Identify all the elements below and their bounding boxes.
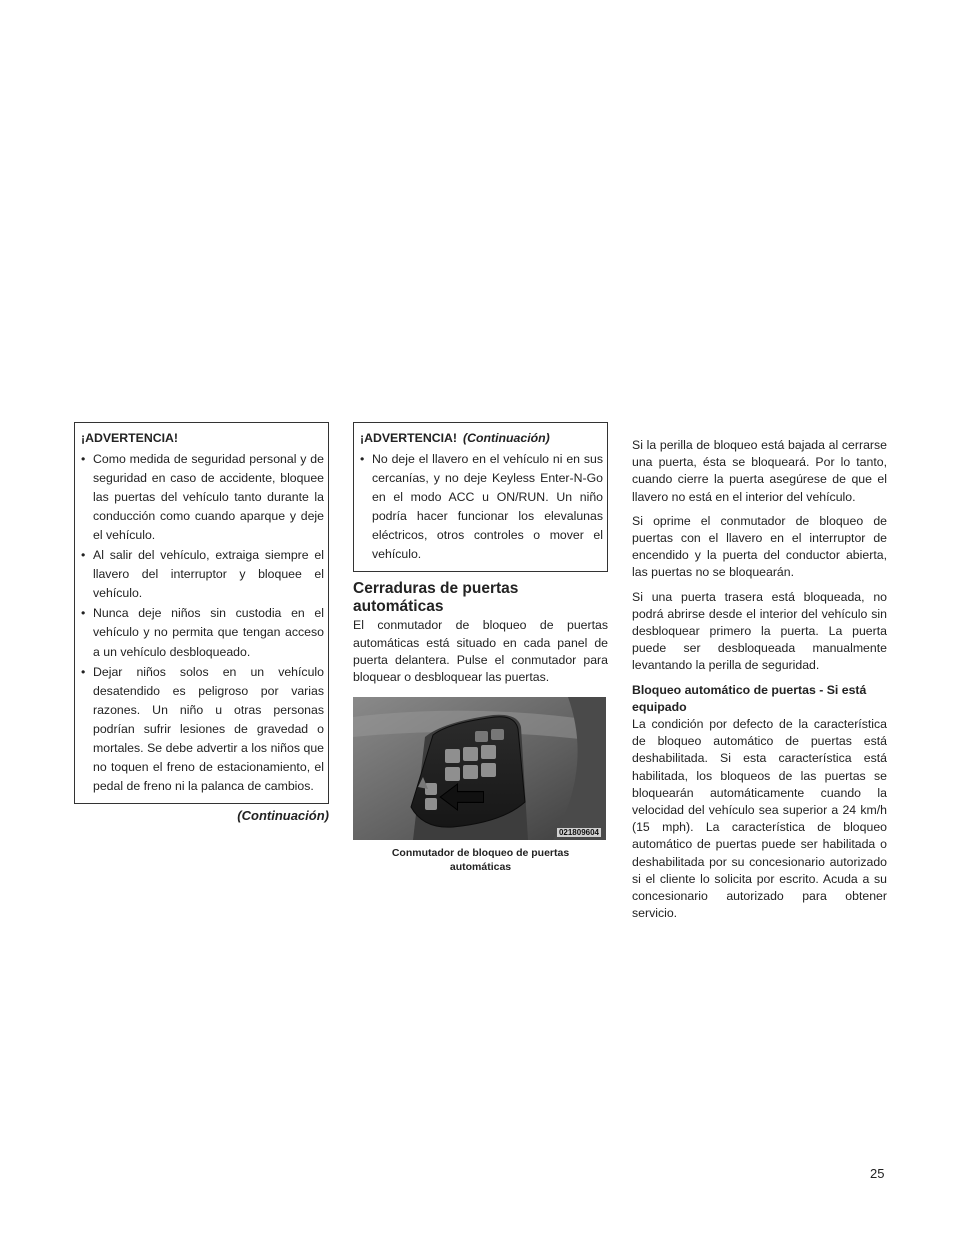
warning-continuation-label: (Continuación)	[463, 431, 550, 445]
warning-box	[74, 422, 329, 804]
warning-list	[81, 450, 324, 796]
section-heading: Cerraduras de puertas automáticas	[353, 580, 519, 616]
door-lock-switch-photo	[353, 697, 606, 840]
figure-caption: Conmutador de bloqueo de puertas automáticas	[391, 847, 570, 873]
column-right	[632, 437, 887, 929]
figure-code: 021809604	[558, 828, 599, 838]
paragraph: Si una puerta trasera está bloqueada, no podrá abrirse desde el interior del vehículo sin desbloquear primero la puerta. La puerta puede ser desbloqueada manualmente levantando la perilla de seguridad.	[632, 589, 887, 673]
warning-box-continued	[353, 422, 608, 572]
section-intro: El conmutador de bloqueo de puertas automáticas está situado en cada panel de puerta delantera. Pulse el conmutador para bloquear o desbloquear las puertas.	[353, 618, 608, 684]
column-middle	[353, 422, 608, 874]
warning-item: • Nunca deje niños sin custodia en el vehículo y no permita que tengan acceso a un vehículo desbloqueado.	[81, 604, 324, 661]
door-panel-illustration	[353, 697, 606, 840]
page-number: 25	[870, 1166, 885, 1181]
warning-list	[360, 450, 603, 564]
continued-label: (Continuación)	[237, 807, 329, 823]
paragraph: Si oprime el conmutador de bloqueo de puertas con el llavero en el interruptor de encendido y la puerta del conductor abierta, las puertas no se bloquearán.	[632, 513, 887, 580]
warning-item: • Como medida de seguridad personal y de seguridad en caso de accidente, bloquee las puertas del vehículo tanto durante la conducción como cuando aparque y deje el vehículo.	[81, 450, 324, 545]
warning-item: • Dejar niños solos en un vehículo desatendido es peligroso por varias razones. Un niño u otras personas podrían sufrir lesiones de gravedad o mortales. Se debe advertir a los niños que no toquen el freno de estacionamiento, el pedal de freno ni la palanca de cambios.	[81, 663, 324, 796]
warning-title: ¡ADVERTENCIA!	[360, 431, 458, 445]
warning-item: • No deje el llavero en el vehículo ni en sus cercanías, y no deje Keyless Enter-N-Go en el modo ACC u ON/RUN. Un niño podría hacer funcionar los elevalunas eléctricos, otros controles o mover el vehículo.	[360, 450, 603, 564]
subheading: Bloqueo automático de puertas - Si está equipado	[632, 682, 867, 714]
warning-item: • Al salir del vehículo, extraiga siempre el llavero del interruptor y bloquee el vehículo.	[81, 546, 324, 603]
paragraph: La condición por defecto de la característica de bloqueo automático de puertas está deshabilitada. Si esta característica está habilitada, los bloqueos de las puertas se bloquearán automáticamente cuando la velocidad del vehículo sea superior a 24 km/h (15 mph). La característica de bloqueo automático de puertas puede ser habilitada o deshabilitada por su concesionario autorizado si el cliente lo solicita por escrito. Acuda a su concesionario autorizado para obtener servicio.	[632, 717, 887, 921]
warning-title: ¡ADVERTENCIA!	[81, 431, 179, 445]
paragraph: Si la perilla de bloqueo está bajada al cerrarse una puerta, ésta se bloqueará. Por lo tanto, cuando cierre la puerta asegúrese de que el llavero no está en el interior del vehículo.	[632, 438, 887, 504]
column-left	[74, 422, 329, 823]
